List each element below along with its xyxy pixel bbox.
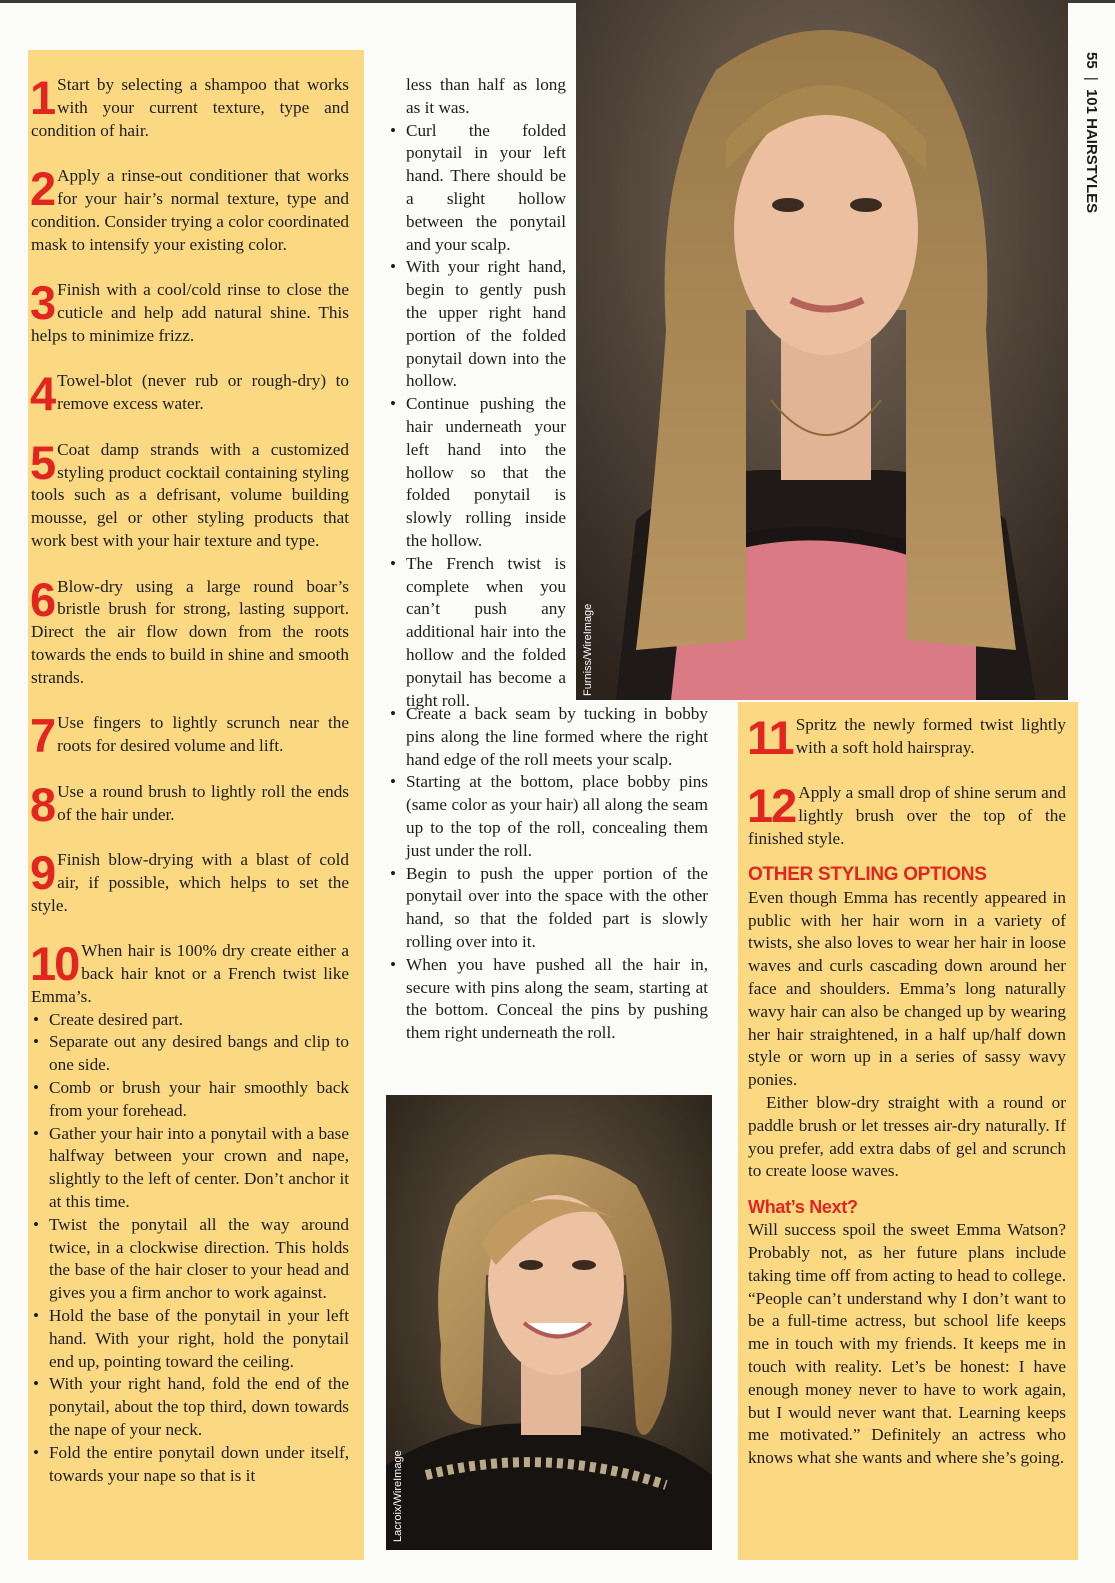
step-4 — [30, 367, 349, 421]
french-twist-steps-list — [31, 1009, 349, 1488]
step-text: Start by selecting a shampoo that works with your current texture, type and condition of hair. — [31, 75, 349, 140]
step-text: Blow-dry using a large round boar’s bristle brush for strong, lasting support. Direct the air flow down from the roots towards the ends to build in shine and smooth strands. — [31, 576, 349, 687]
list-item: • Create a back seam by tucking in bobby pins along the line formed where the right hand edge of the roll meets your scalp. — [388, 703, 708, 771]
step-1 — [30, 71, 349, 142]
step-6 — [30, 572, 349, 690]
step-text: Use fingers to lightly scrunch near the roots for desired volume and lift. — [57, 713, 349, 756]
steps-column — [30, 71, 349, 1487]
step-11 — [747, 711, 1066, 764]
section-heading-whats-next: What’s Next? — [748, 1197, 858, 1218]
list-item: • Comb or brush your hair smoothly back from your forehead. — [31, 1077, 349, 1123]
folio-separator: | — [1083, 76, 1100, 81]
step-number: 5 — [30, 435, 55, 489]
list-item: • When you have pushed all the hair in, secure with pins along the seam, starting at the bottom. Conceal the pins by pushing them right underneath the roll. — [388, 954, 708, 1045]
step-7 — [30, 709, 349, 763]
list-item: • The French twist is complete when you can’t push any additional hair into the hollow and the folded ponytail has become a tight roll. — [388, 553, 566, 713]
list-item: • Fold the entire ponytail down under itself, towards your nape so that is it — [31, 1442, 349, 1488]
list-item: • With your right hand, fold the end of the ponytail, about the top third, down towards the nape of your neck. — [31, 1373, 349, 1441]
list-item: • Hold the base of the ponytail in your left hand. With your right, hold the ponytail end up, pointing toward the ceiling. — [31, 1305, 349, 1373]
step-text: Apply a small drop of shine serum and lightly brush over the top of the finished style. — [748, 783, 1066, 848]
step-number: 11 — [747, 711, 793, 764]
step-text: When hair is 100% dry create either a back hair knot or a French twist like Emma’s. — [31, 941, 349, 1006]
step-number: 2 — [30, 162, 55, 216]
step-number: 12 — [747, 779, 796, 833]
paragraph: Will success spoil the sweet Emma Watson? Probably not, as her future plans include taking time off from acting to head to college. “People can’t understand why I don’t want to be a full-time actress, but school life keeps me in touch with my friends. It keeps me in touch with reality. Let’s be honest: I have enough money never to have to work again, but I would never want that. Learning keeps me motivated.” Definitely an actress who knows what she wants and where she’s going. — [748, 1220, 1066, 1468]
list-item: • Gather your hair into a ponytail with a base halfway between your crown and nape, slightly to the left of center. Don’t anchor it at this time. — [31, 1123, 349, 1214]
step-number: 3 — [30, 276, 55, 330]
list-item: • Starting at the bottom, place bobby pins (same color as your hair) all along the seam up to the top of the roll, concealing them just under the roll. — [388, 771, 708, 862]
photo-credit: Lacroix/WireImage — [392, 1450, 404, 1542]
list-item: • Twist the ponytail all the way around twice, in a clockwise direction. This holds the base of the hair closer to your head and gives you a firm anchor to work against. — [31, 1214, 349, 1305]
step-number: 8 — [30, 777, 55, 831]
step-9 — [30, 846, 349, 917]
photo-credit: Furniss/WireImage — [582, 603, 594, 696]
portrait-illustration — [576, 0, 1068, 700]
french-twist-steps-list-cont — [388, 120, 566, 713]
list-item: • Separate out any desired bangs and clip to one side. — [31, 1031, 349, 1077]
right-column — [747, 711, 1066, 1470]
step-text: Finish blow-drying with a blast of cold air, if possible, which helps to set the style. — [31, 850, 349, 915]
portrait-photo-top — [576, 0, 1068, 700]
step-8 — [30, 777, 349, 831]
step-text: Spritz the newly formed twist lightly with a soft hold hairspray. — [795, 715, 1066, 757]
paragraph: Either blow-dry straight with a round or paddle brush or let tresses air-dry naturally. If you prefer, add extra dabs of gel and scrunch to create loose waves. — [748, 1092, 1066, 1181]
step-5 — [30, 435, 349, 553]
french-twist-steps-list-lower — [388, 703, 708, 1045]
step-number: 1 — [30, 71, 55, 124]
step-number: 6 — [30, 572, 55, 626]
step-number: 9 — [30, 846, 55, 900]
step-2 — [30, 162, 349, 256]
step-number: 7 — [30, 709, 55, 763]
list-item: • Continue pushing the hair underneath your left hand into the hollow so that the folded ponytail is slowly rolling inside the hollow. — [388, 393, 566, 553]
portrait-illustration — [386, 1095, 712, 1550]
step-12 — [747, 779, 1066, 850]
step-text: Coat damp strands with a customized styling product cocktail containing styling tools such as a defrisant, volume building mousse, gel or other styling products that work best with your hair texture and type. — [31, 439, 349, 550]
list-item: • Curl the folded ponytail in your left hand. There should be a slight hollow between the ponytail and your scalp. — [388, 120, 566, 257]
list-item-continuation: less than half as long as it was. — [406, 75, 566, 117]
step-text: Apply a rinse-out conditioner that works for your hair’s normal texture, type and condition. Consider trying a color coordinated mask to intensify your existing color. — [31, 166, 349, 254]
step-text: Towel-blot (never rub or rough-dry) to remove excess water. — [57, 371, 349, 414]
step-3 — [30, 276, 349, 347]
list-item: • Begin to push the upper portion of the ponytail over into the space with the other hand, so that the folded part is slowly rolling over into it. — [388, 863, 708, 954]
step-text: Finish with a cool/cold rinse to close the cuticle and help add natural shine. This helps to minimize frizz. — [31, 280, 349, 345]
step-text: Use a round brush to lightly roll the ends of the hair under. — [57, 781, 349, 824]
paragraph: Even though Emma has recently appeared in public with her hair worn in a variety of twists, she also loves to wear her hair in loose waves and curls cascading down around her face and shoulders. Emma’s long naturally wavy hair can also be changed up by wearing her hair straightened, in a half up/half down style or worn up in a series of sassy wavy ponies. — [748, 887, 1066, 1090]
middle-narrow-column — [388, 74, 566, 712]
portrait-photo-bottom — [386, 1095, 712, 1550]
step-10 — [30, 937, 349, 1008]
step-number: 10 — [30, 937, 79, 991]
list-item: • Create desired part. — [31, 1009, 349, 1032]
page-number: 55 — [1083, 52, 1100, 69]
step-number: 4 — [30, 367, 55, 421]
publication-title: 101 HAIRSTYLES — [1083, 88, 1100, 214]
section-heading-other-styling: OTHER STYLING OPTIONS — [748, 863, 987, 885]
list-item: • With your right hand, begin to gently push the upper right hand portion of the folded ponytail down into the hollow. — [388, 256, 566, 393]
page-folio — [1083, 52, 1100, 213]
